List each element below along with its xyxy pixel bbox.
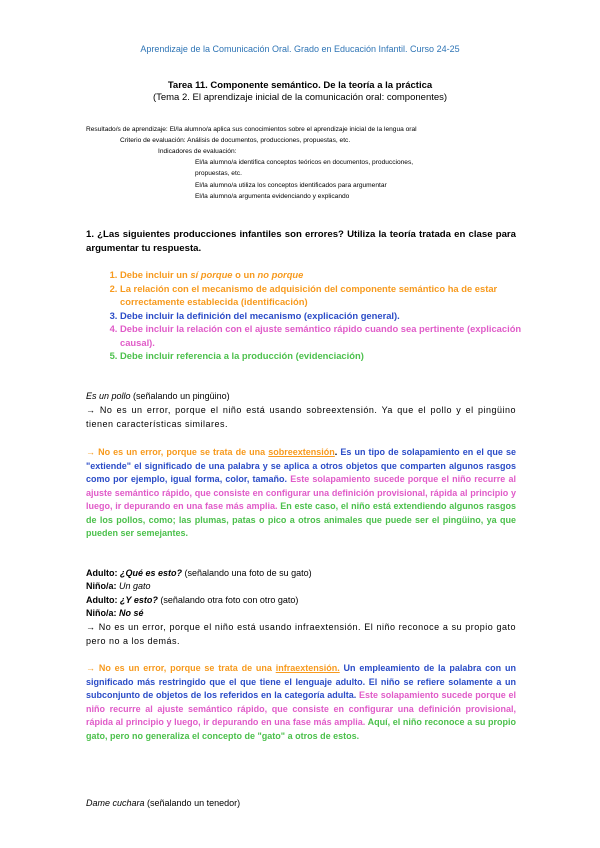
indicator-item: propuestas, etc.	[195, 170, 242, 177]
evaluation-criterion: Criterio de evaluación: Análisis de documentos, producciones, propuestas, etc.	[120, 137, 351, 144]
task-title: Tarea 11. Componente semántico. De la teoría a la práctica	[167, 80, 433, 91]
learning-outcome: Resultado/s de aprendizaje: El/la alumno/a aplica sus conocimientos sobre el aprendizaje inicial de la lengua oral	[86, 126, 417, 133]
example-2-model-answer: → No es un error, porque se trata de una infraextensión. Un empleamiento de la palabra con un significado más restringido que el que tiene el lenguaje adulto. El niño se refiere solamente a un subconjunto de objetos de los referidos en la categoría adulta. Este solapamiento sucede porque el niño recurre al ajuste semántico rápido, que consiste en configurar una definición provisional, rápida al principio y luego, ir depurando en una fase más amplia. Aquí, el niño reconoce a su propio gato, pero no generaliza el concepto de "gato" a otros de estos.	[86, 663, 517, 741]
indicators-label: Indicadores de evaluación:	[158, 148, 237, 155]
indicator-item: El/la alumno/a utiliza los conceptos identificados para argumentar	[195, 182, 387, 189]
example-1-prompt: Es un pollo (señalando un pingüino)	[86, 391, 230, 401]
indicator-item: El/la alumno/a identifica conceptos teóricos en documentos, producciones,	[195, 159, 414, 166]
criterion-3: 3. Debe incluir la definición del mecanismo (explicación general).	[120, 309, 536, 323]
criterion-4: 4. Debe incluir la relación con el ajuste semántico rápido cuando sea pertinente (explicación causal).	[120, 322, 536, 349]
example-3-prompt: Dame cuchara (señalando un tenedor)	[86, 798, 241, 808]
dialogue-line: Adulto: ¿Qué es esto? (señalando una foto de su gato)	[86, 568, 312, 578]
dialogue-line: Niño/a: No sé	[86, 608, 144, 618]
example-1-model-answer: → No es un error, porque se trata de una sobreextensión. Es un tipo de solapamiento en el que se "extiende" el significado de una palabra y se aplica a otros objetos que comparten algunos rasgos como por ejemplo, igual forma, color, tamaño. Este solapamiento sucede porque el niño recurre al ajuste semántico rápido, que consiste en configurar una definición provisional, rápida al principio y luego, ir depurando en una fase más amplia. En este caso, el niño está extendiendo algunos rasgos de los pollos, como; las plumas, patas o pico a otros animales que puede ser el pingüino, ya que pueden ser semejantes.	[86, 447, 516, 538]
criteria-list	[100, 268, 536, 363]
criterion-1: 1. Debe incluir un sí porque o un no porque	[120, 268, 536, 282]
dialogue-line: Adulto: ¿Y esto? (señalando otra foto con otro gato)	[86, 595, 299, 605]
criterion-2: 2. La relación con el mecanismo de adquisición del componente semántico ha de estar correctamente establecida (identificación)	[120, 282, 536, 309]
example-2-student-answer: → No es un error, porque el niño está usando infraextensión. El niño reconoce a su propio gato pero no a los demás.	[86, 622, 516, 646]
question-1: 1. ¿Las siguientes producciones infantiles son errores? Utiliza la teoría tratada en clase para argumentar tu respuesta.	[86, 229, 516, 254]
criterion-5: 5. Debe incluir referencia a la producción (evidenciación)	[120, 349, 536, 363]
indicator-item: El/la alumno/a argumenta evidenciando y explicando	[195, 193, 350, 200]
task-subtitle: (Tema 2. El aprendizaje inicial de la comunicación oral: componentes)	[152, 92, 448, 103]
dialogue-line: Niño/a: Un gato	[86, 581, 151, 591]
course-header: Aprendizaje de la Comunicación Oral. Grado en Educación Infantil. Curso 24-25	[140, 44, 460, 54]
example-1-student-answer: → No es un error, porque el niño está usando sobreextensión. Ya que el pollo y el pingüino tienen características similares.	[86, 405, 516, 429]
